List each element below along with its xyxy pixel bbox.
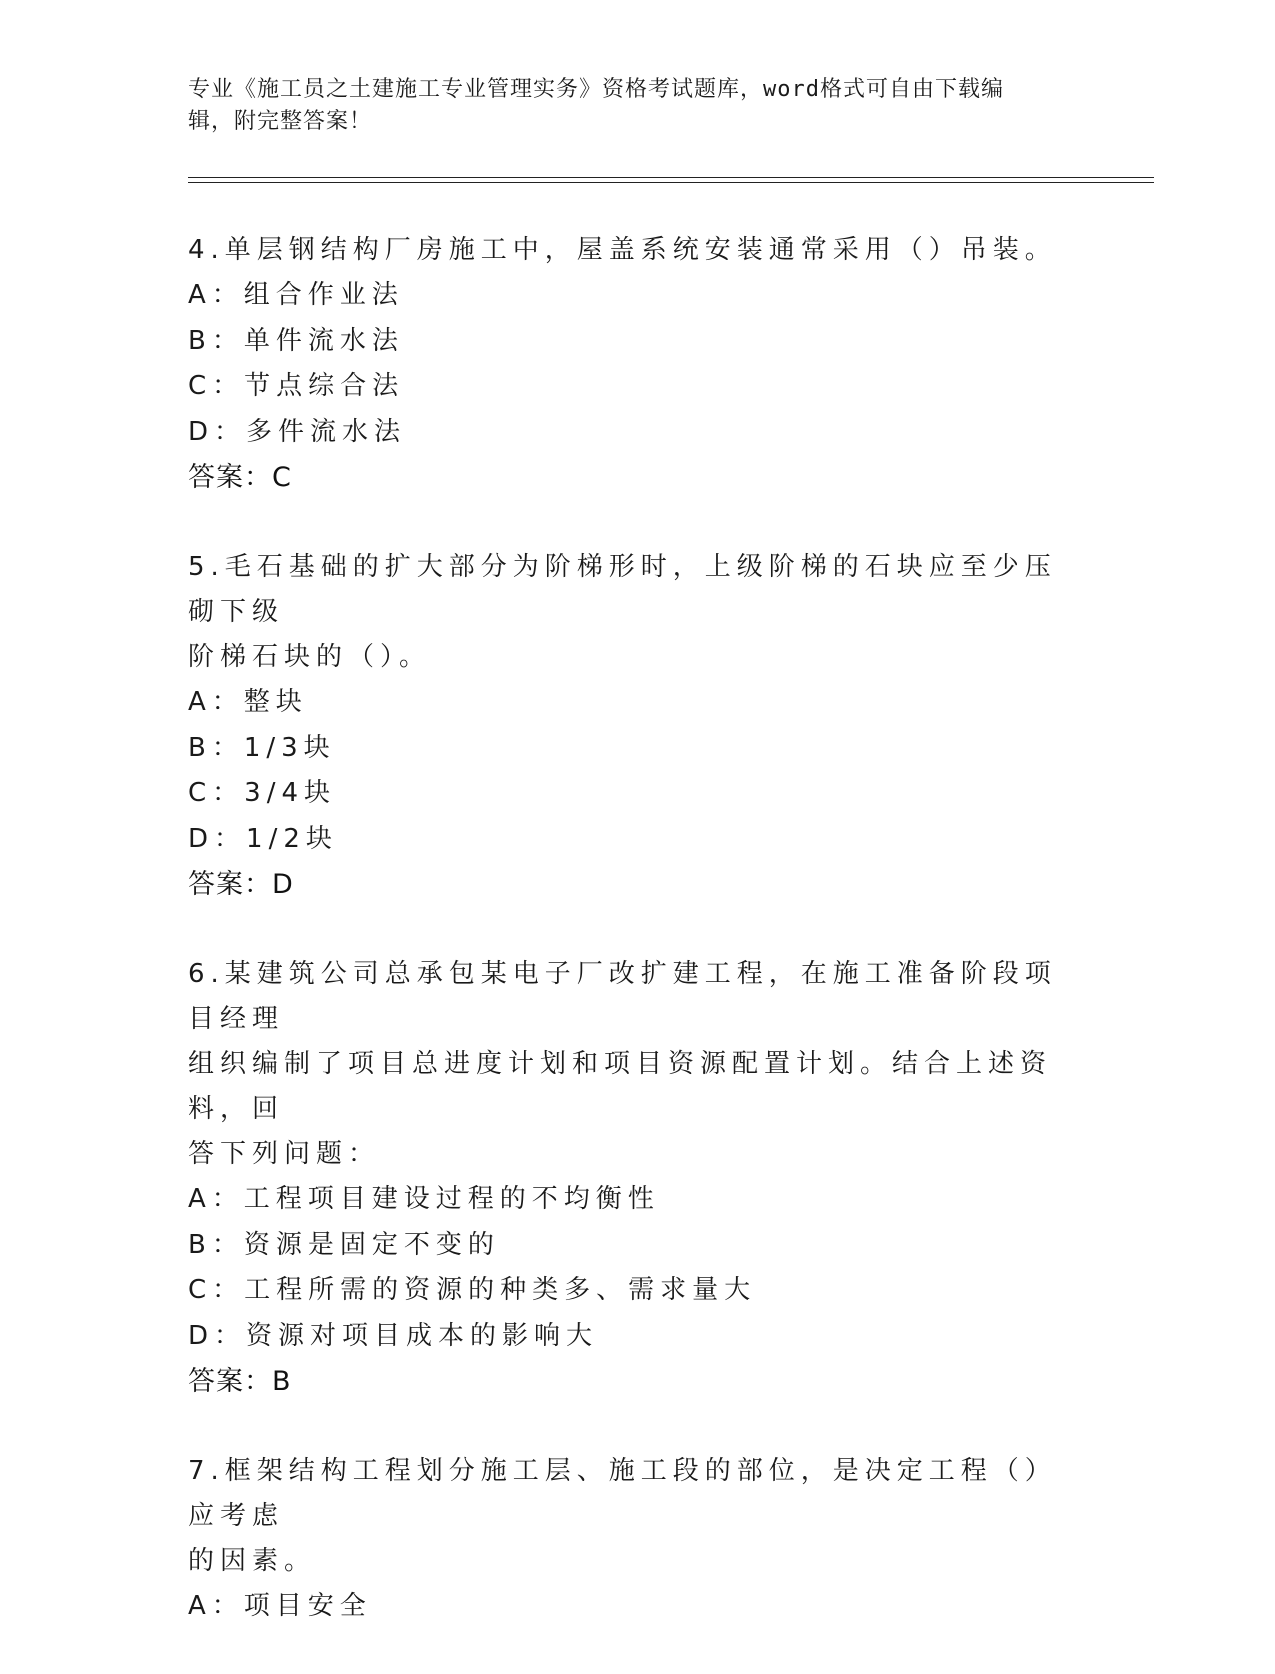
question-text: 组织编制了项目总进度计划和项目资源配置计划。结合上述资料，回	[188, 1049, 1053, 1124]
header-rule-bottom	[188, 182, 1154, 183]
option-c: C：工程所需的资源的种类多、需求量大	[188, 1275, 757, 1305]
question-7	[188, 1449, 1068, 1630]
question-5	[188, 545, 1068, 908]
option-b: B：资源是固定不变的	[188, 1229, 500, 1260]
question-text: 5.毛石基础的扩大部分为阶梯形时，上级阶梯的石块应至少压砌下级	[188, 552, 1057, 627]
question-text: 的因素。	[188, 1546, 317, 1576]
option-b: B：单件流水法	[188, 325, 404, 356]
header-line-1: 专业《施工员之土建施工专业管理实务》资格考试题库，word格式可自由下载编	[188, 77, 1004, 102]
option-d: D：多件流水法	[188, 416, 407, 447]
question-list	[188, 228, 1068, 1674]
header-rule-top	[188, 177, 1154, 178]
question-text: 阶梯石块的（）。	[188, 642, 432, 672]
question-text: 答下列问题：	[188, 1139, 381, 1169]
option-c: C：节点综合法	[188, 371, 405, 401]
answer: 答案：D	[188, 869, 294, 900]
option-d: D：1/2块	[188, 823, 338, 854]
document-header	[188, 74, 1068, 138]
question-text: 7.框架结构工程划分施工层、施工段的部位，是决定工程（）应考虑	[188, 1456, 1057, 1531]
option-a: A：工程项目建设过程的不均衡性	[188, 1184, 660, 1214]
question-6	[188, 952, 1068, 1405]
question-text: 6.某建筑公司总承包某电子厂改扩建工程，在施工准备阶段项目经理	[188, 959, 1057, 1034]
header-line-2: 辑，附完整答案！	[188, 109, 373, 134]
option-c: C：3/4块	[188, 778, 336, 808]
option-a: A：整块	[188, 687, 308, 717]
option-d: D：资源对项目成本的影响大	[188, 1320, 599, 1351]
option-a: A：组合作业法	[188, 280, 404, 310]
question-text: 4.单层钢结构厂房施工中，屋盖系统安装通常采用（）吊装。	[188, 235, 1057, 265]
answer: 答案：C	[188, 462, 292, 493]
option-a: A：项目安全	[188, 1591, 372, 1621]
answer: 答案：B	[188, 1366, 292, 1397]
option-b: B：1/3块	[188, 732, 336, 763]
question-4	[188, 228, 1068, 501]
